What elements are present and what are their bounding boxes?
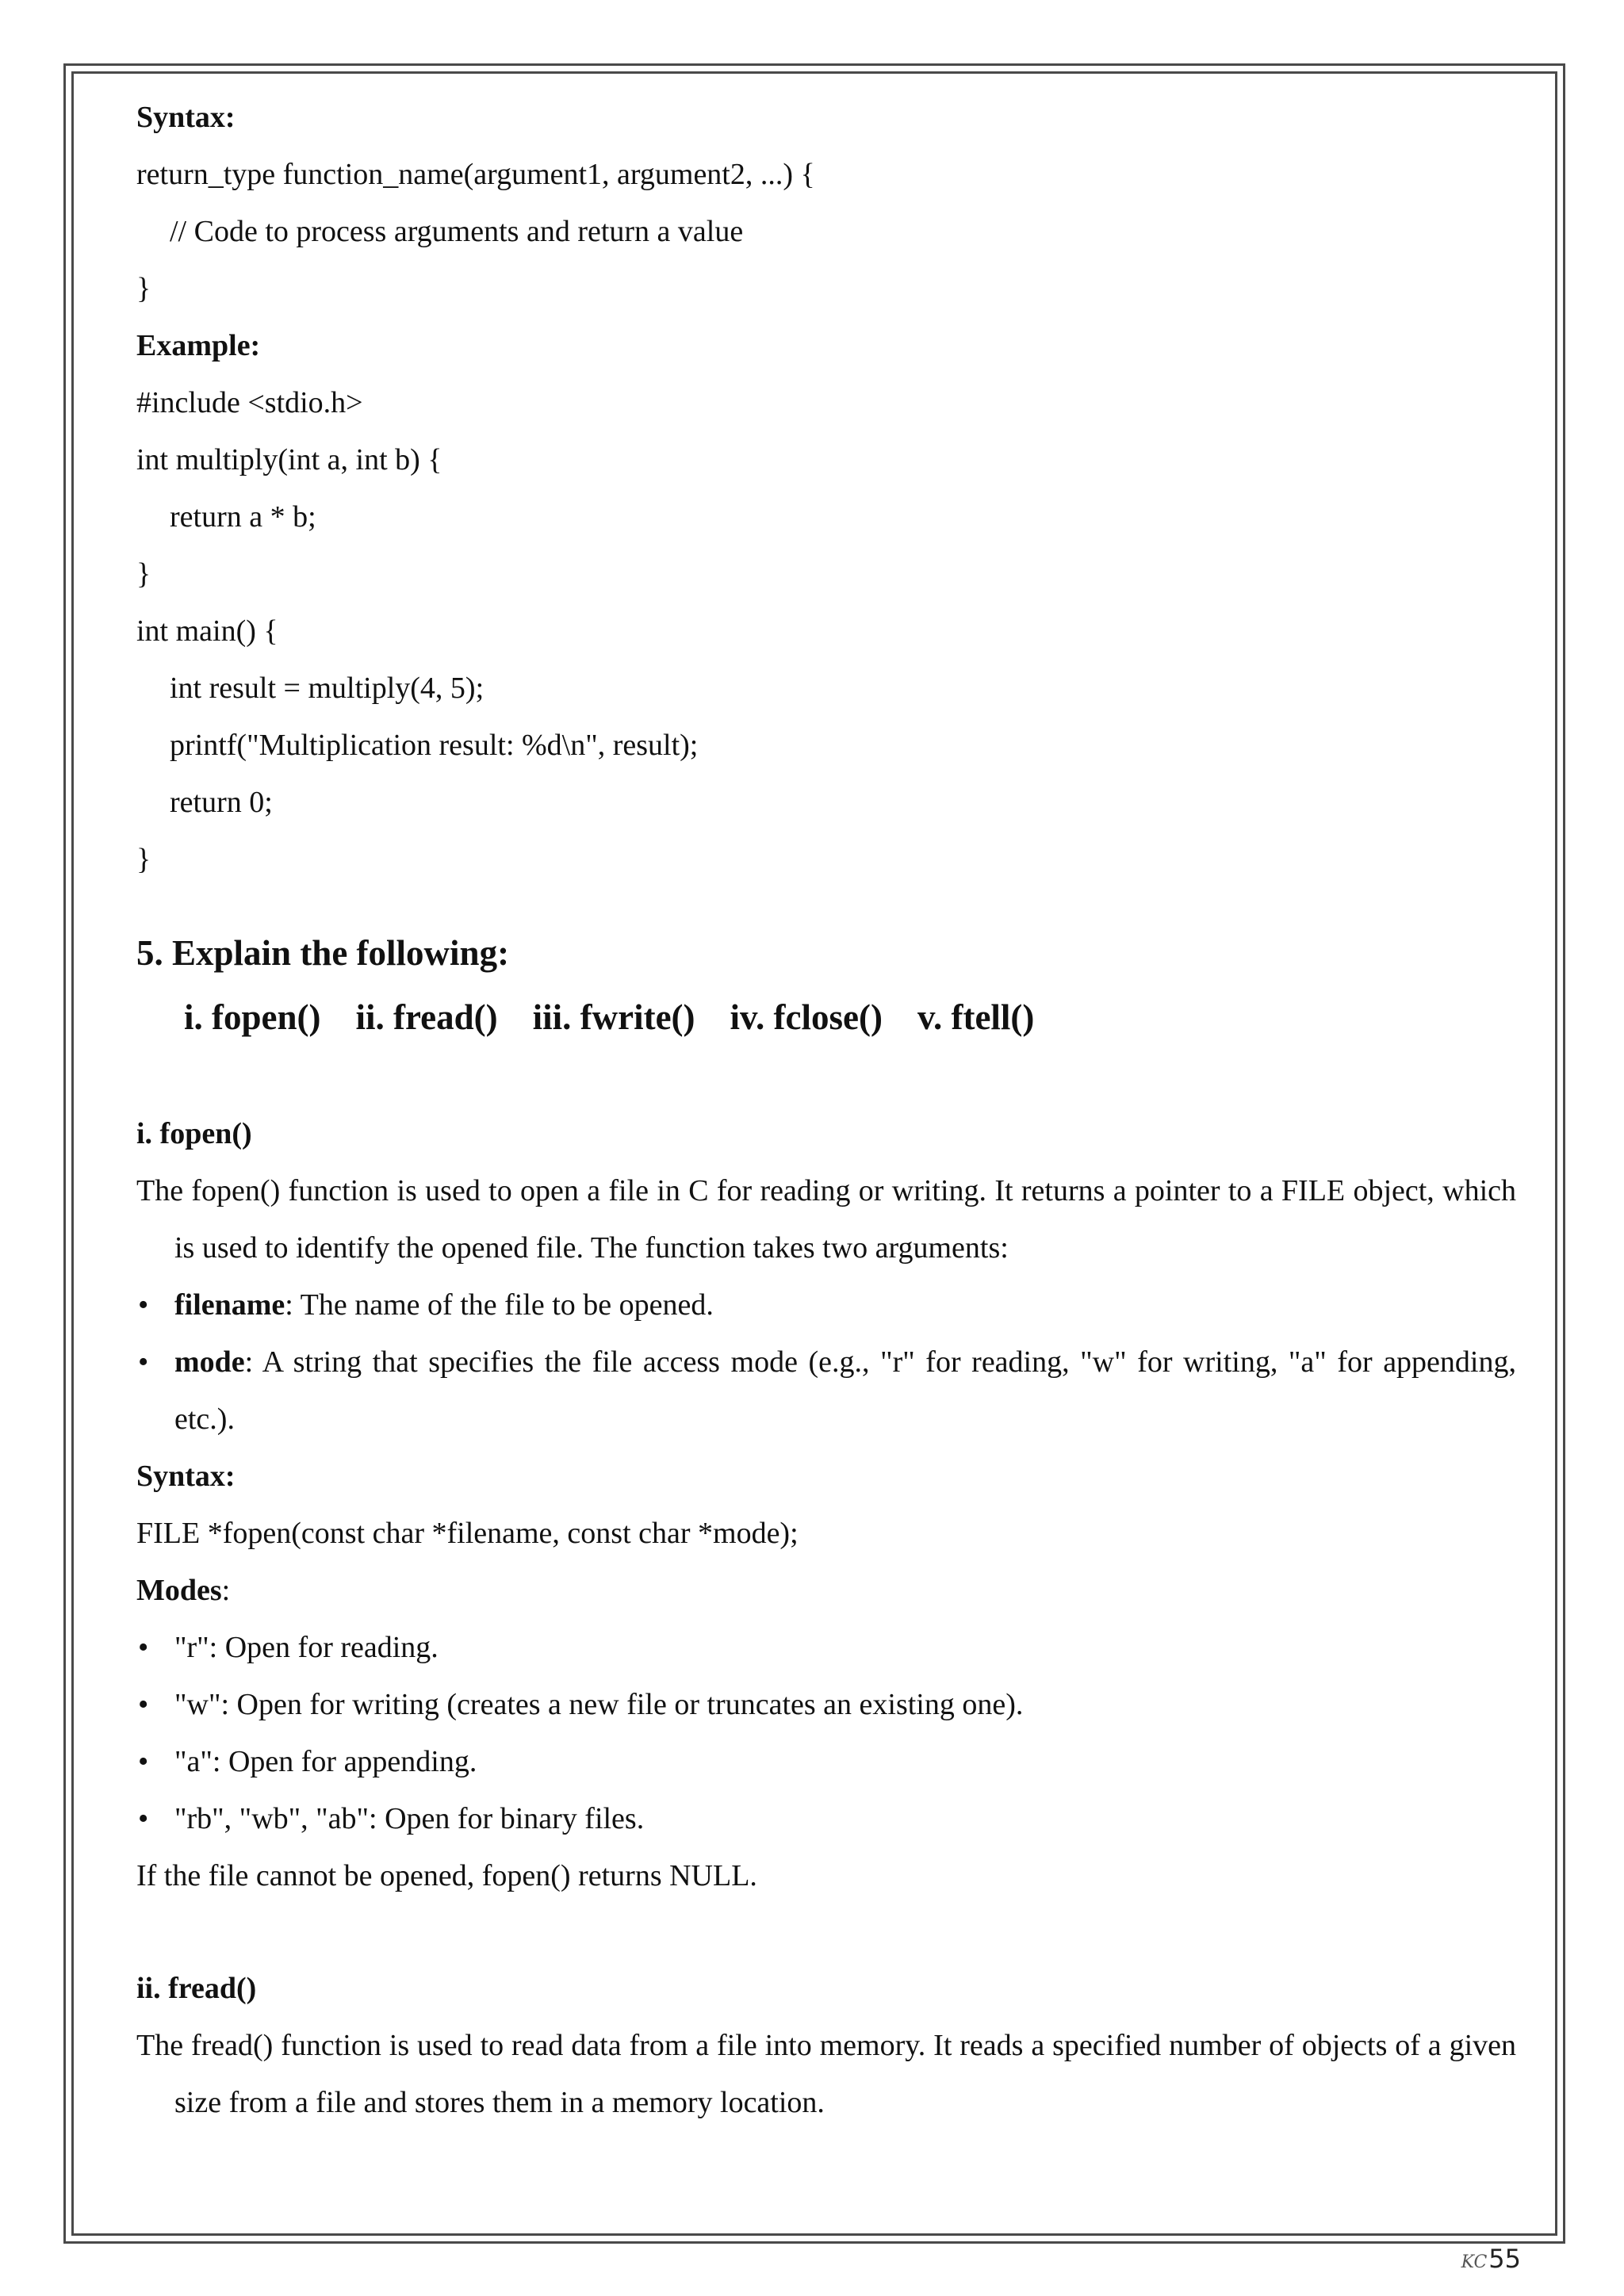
code-line: } — [136, 843, 151, 876]
fopen-heading: i. fopen() — [136, 1117, 252, 1150]
spacer — [136, 1050, 1516, 1105]
question-items — [136, 985, 1516, 1050]
fopen-syntax-line: FILE *fopen(const char *filename, const char *mode); — [136, 1517, 799, 1550]
question-item: ii. fread() — [355, 997, 498, 1037]
code-line: int main() { — [136, 614, 278, 648]
arg-desc: : The name of the file to be opened. — [285, 1288, 714, 1322]
question-item: i. fopen() — [184, 997, 321, 1037]
fread-intro: The fread() function is used to read data from a file into memory. It reads a specified number of objects of a given size from a file and stores them in a memory location. — [136, 2029, 1516, 2119]
fopen-intro: The fopen() function is used to open a file in C for reading or writing. It returns a pointer to a FILE object, which is used to identify the opened file. The function takes two arguments: — [136, 1174, 1516, 1265]
code-line: // Code to process arguments and return a value — [170, 215, 744, 248]
code-line: printf("Multiplication result: %d\n", result); — [170, 729, 699, 762]
code-line: } — [136, 557, 151, 591]
code-line: return a * b; — [170, 500, 316, 534]
question-item: iii. fwrite() — [532, 997, 695, 1037]
syntax-heading: Syntax: — [136, 101, 236, 134]
modes-list — [136, 1619, 1516, 1847]
code-line: int result = multiply(4, 5); — [170, 672, 485, 705]
list-item: • "rb", "wb", "ab": Open for binary files. — [138, 1802, 645, 1835]
page-footer — [1461, 2244, 1521, 2274]
list-item: • "a": Open for appending. — [138, 1745, 477, 1778]
fopen-args-list — [136, 1276, 1516, 1448]
code-line: return_type function_name(argument1, argument2, ...) { — [136, 158, 815, 191]
example-heading: Example: — [136, 329, 261, 362]
question-item: iv. fclose() — [730, 997, 883, 1037]
code-line: return 0; — [170, 786, 273, 819]
code-line: #include <stdio.h> — [136, 386, 363, 419]
spacer — [136, 1904, 1516, 1960]
page-number: 55 — [1488, 2244, 1521, 2274]
code-line: } — [136, 272, 151, 305]
code-line: int multiply(int a, int b) { — [136, 443, 442, 476]
modes-heading: Modes — [136, 1574, 222, 1607]
fopen-null-note: If the file cannot be opened, fopen() returns NULL. — [136, 1859, 757, 1892]
modes-heading-line: Modes: — [136, 1574, 231, 1607]
fread-heading: ii. fread() — [136, 1972, 257, 2005]
question-item: v. ftell() — [917, 997, 1035, 1037]
question-title: 5. Explain the following: — [136, 933, 510, 973]
arg-term: mode — [174, 1345, 245, 1379]
arg-desc: : A string that specifies the file access mode (e.g., "r" for reading, "w" for writing, "a" for appending, etc.). — [174, 1345, 1516, 1436]
page-content — [136, 89, 1516, 2131]
arg-term: filename — [174, 1288, 285, 1322]
list-item: • filename: The name of the file to be opened. — [138, 1288, 714, 1322]
list-item: • "r": Open for reading. — [138, 1631, 439, 1664]
author-mark: KC — [1461, 2252, 1488, 2272]
list-item: • mode: A string that specifies the file access mode (e.g., "r" for reading, "w" for writing, "a" for appending, etc.). — [138, 1345, 1516, 1436]
fopen-syntax-heading: Syntax: — [136, 1460, 236, 1493]
list-item: • "w": Open for writing (creates a new file or truncates an existing one). — [138, 1688, 1024, 1721]
